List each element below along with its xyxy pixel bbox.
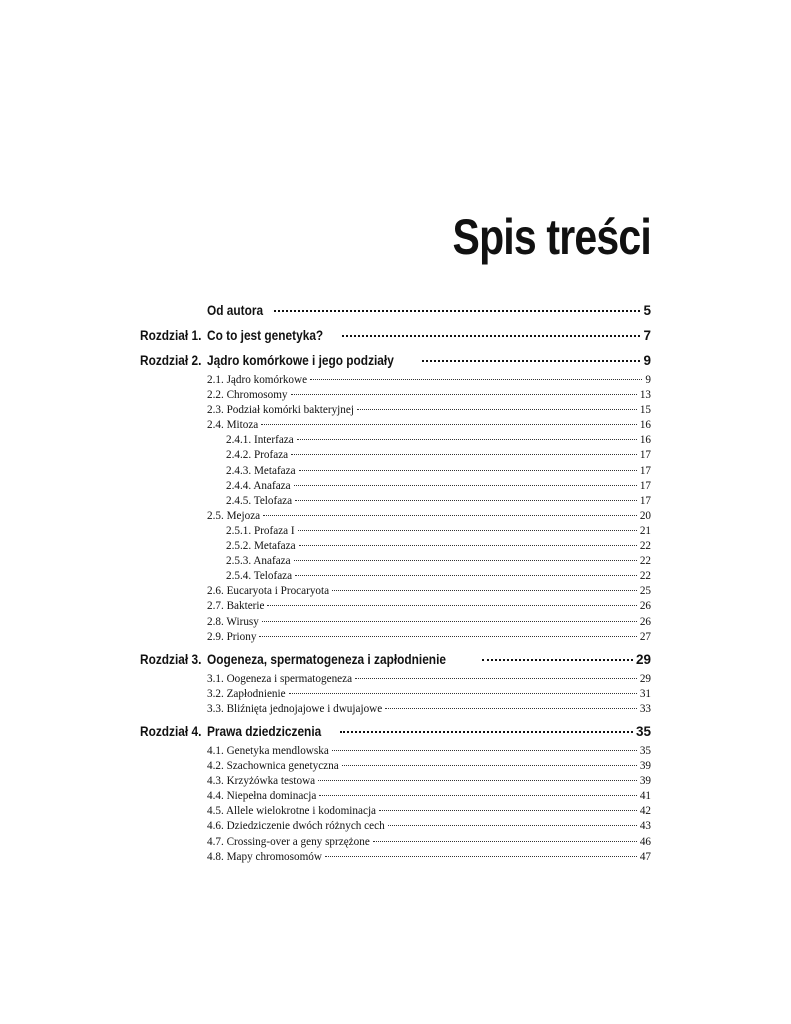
- toc-entry-title: 4.6. Dziedziczenie dwóch różnych cech: [207, 820, 385, 833]
- dot-leader: [355, 678, 637, 679]
- toc-entry-row[interactable]: [0, 464, 791, 479]
- toc-entry[interactable]: [207, 419, 651, 431]
- toc-entry-row[interactable]: [0, 584, 791, 599]
- page-number: 9: [643, 353, 651, 368]
- dot-leader: [295, 500, 637, 501]
- toc-entry-row[interactable]: [0, 524, 791, 539]
- toc-entry[interactable]: [207, 775, 651, 787]
- toc-entry-title: 2.5.4. Telofaza: [226, 570, 293, 583]
- toc-entry-row[interactable]: [0, 433, 791, 448]
- dot-leader: [373, 841, 637, 842]
- page-number: 17: [639, 464, 651, 477]
- toc-entry[interactable]: [207, 760, 651, 772]
- toc-chapter-row[interactable]: [0, 350, 791, 373]
- toc-entry-row[interactable]: [0, 418, 791, 433]
- toc-entry-row[interactable]: [0, 819, 791, 834]
- dot-leader: [332, 750, 637, 751]
- toc-entry-title: 2.4.3. Metafaza: [226, 464, 296, 477]
- page-number: 47: [639, 850, 651, 863]
- toc-entry-title: 2.1. Jądro komórkowe: [207, 374, 308, 386]
- dot-leader: [267, 605, 636, 606]
- page-number: 22: [639, 555, 651, 568]
- dot-leader: [297, 439, 637, 440]
- dot-leader: [263, 515, 637, 516]
- page-number: 31: [639, 687, 651, 700]
- toc-entry-row[interactable]: [0, 448, 791, 463]
- dot-leader: [318, 780, 637, 781]
- toc-entry-title: 2.5.1. Profaza I: [226, 524, 295, 537]
- dot-leader: [299, 545, 637, 546]
- dot-leader: [422, 360, 640, 362]
- toc-entry[interactable]: [207, 389, 651, 401]
- page-number: 26: [639, 615, 651, 628]
- toc-entry[interactable]: [226, 555, 651, 567]
- toc-entry[interactable]: [207, 805, 651, 817]
- toc-entry-title: 4.3. Krzyżówka testowa: [207, 775, 316, 788]
- dot-leader: [294, 560, 637, 561]
- toc-entry[interactable]: [207, 652, 651, 667]
- dot-leader: [332, 590, 637, 591]
- toc-entry[interactable]: [207, 404, 651, 416]
- toc-entry-title: 2.8. Wirusy: [207, 615, 259, 628]
- page-number: 46: [639, 835, 651, 848]
- toc-entry[interactable]: [226, 540, 651, 552]
- page-number: 7: [643, 328, 651, 343]
- page-number: 43: [639, 820, 651, 833]
- page-number: 17: [639, 479, 651, 492]
- toc-entry[interactable]: [207, 353, 651, 368]
- toc-entry-title: Prawa dziedziczenia: [207, 723, 322, 739]
- toc-entry[interactable]: [207, 673, 651, 685]
- chapter-label: Rozdział 4.: [140, 723, 202, 739]
- dot-leader: [261, 424, 637, 425]
- toc-entry-title: 4.5. Allele wielokrotne i kodominacja: [207, 805, 377, 818]
- table-of-contents: [0, 300, 791, 865]
- page-number: 17: [639, 449, 651, 462]
- dot-leader: [289, 693, 637, 694]
- toc-entry-title: 2.6. Eucaryota i Procaryota: [207, 585, 330, 598]
- toc-entry-row[interactable]: [0, 804, 791, 819]
- toc-entry[interactable]: [207, 328, 651, 343]
- page-number: 29: [635, 651, 651, 667]
- page-number: 13: [639, 389, 651, 402]
- page-number: 22: [639, 570, 651, 583]
- toc-entry[interactable]: [207, 585, 651, 597]
- dot-leader: [298, 530, 637, 531]
- toc-entry-row[interactable]: [0, 479, 791, 494]
- toc-entry-row[interactable]: [0, 630, 791, 645]
- toc-entry-row[interactable]: [0, 687, 791, 702]
- toc-entry[interactable]: [226, 570, 651, 582]
- page-number: 9: [645, 374, 651, 386]
- page-number: 15: [639, 404, 651, 417]
- page-number: 27: [639, 630, 651, 643]
- toc-entry-title: Oogeneza, spermatogeneza i zapłodnienie: [207, 651, 446, 667]
- toc-entry-row[interactable]: [0, 539, 791, 554]
- toc-entry-row[interactable]: [0, 850, 791, 865]
- page-number: 21: [639, 524, 651, 537]
- toc-entry-title: 2.4.5. Telofaza: [226, 494, 293, 507]
- toc-entry-row[interactable]: [0, 554, 791, 569]
- toc-entry-title: 4.8. Mapy chromosomów: [207, 850, 322, 863]
- dot-leader: [259, 636, 636, 637]
- page-number: 16: [639, 419, 651, 432]
- page-number: 42: [639, 805, 651, 818]
- toc-entry-row[interactable]: [0, 403, 791, 418]
- page-number: 5: [643, 303, 651, 318]
- toc-chapter-row[interactable]: [0, 325, 791, 348]
- page-number: 17: [639, 494, 651, 507]
- toc-entry[interactable]: [207, 820, 651, 832]
- toc-entry-title: 2.7. Bakterie: [207, 600, 265, 613]
- toc-entry-title: 2.9. Priony: [207, 630, 257, 643]
- toc-entry-title: 3.2. Zapłodnienie: [207, 687, 286, 700]
- dot-leader: [295, 575, 637, 576]
- toc-entry-row[interactable]: [0, 373, 791, 388]
- page-title: Spis treści: [452, 209, 651, 265]
- dot-leader: [291, 394, 637, 395]
- toc-entry-title: 4.7. Crossing-over a geny sprzężone: [207, 835, 370, 848]
- page-number: 39: [639, 775, 651, 788]
- page-number: 22: [639, 540, 651, 553]
- toc-entry[interactable]: [226, 495, 651, 507]
- toc-entry-row[interactable]: [0, 672, 791, 687]
- dot-leader: [262, 621, 637, 622]
- toc-entry-title: Co to jest genetyka?: [207, 328, 324, 343]
- dot-leader: [319, 795, 636, 796]
- dot-leader: [274, 310, 641, 312]
- toc-entry-row[interactable]: [0, 615, 791, 630]
- dot-leader: [482, 659, 633, 661]
- toc-entry[interactable]: [226, 525, 651, 537]
- toc-entry[interactable]: [226, 480, 651, 492]
- toc-entry-title: 4.1. Genetyka mendlowska: [207, 744, 329, 757]
- page-number: 26: [639, 600, 651, 613]
- toc-entry[interactable]: [207, 836, 651, 848]
- toc-entry[interactable]: [207, 724, 651, 739]
- toc-entry-row[interactable]: [0, 388, 791, 403]
- page-number: 29: [639, 672, 651, 685]
- toc-entry-title: 2.4.1. Interfaza: [226, 434, 294, 447]
- toc-entry[interactable]: [207, 303, 651, 318]
- page-number: 39: [639, 760, 651, 773]
- toc-entry-title: 2.4. Mitoza: [207, 419, 259, 432]
- dot-leader: [342, 335, 640, 337]
- toc-chapter-row[interactable]: [0, 300, 791, 323]
- toc-entry-row[interactable]: [0, 835, 791, 850]
- toc-entry-title: 3.1. Oogeneza i spermatogeneza: [207, 672, 353, 685]
- page-number: 16: [639, 434, 651, 447]
- toc-entry-row[interactable]: [0, 702, 791, 717]
- dot-leader: [379, 810, 637, 811]
- toc-entry-title: 2.2. Chromosomy: [207, 389, 288, 402]
- toc-entry-row[interactable]: [0, 599, 791, 614]
- toc-entry[interactable]: [207, 616, 651, 628]
- toc-entry[interactable]: [207, 790, 651, 802]
- toc-entry[interactable]: [207, 600, 651, 612]
- toc-entry[interactable]: [207, 745, 651, 757]
- dot-leader: [385, 708, 637, 709]
- toc-entry-row[interactable]: [0, 569, 791, 584]
- page-number: 20: [639, 509, 651, 522]
- toc-entry[interactable]: [207, 703, 651, 715]
- dot-leader: [388, 825, 637, 826]
- toc-entry-title: Od autora: [207, 303, 264, 318]
- toc-chapter-row[interactable]: [0, 721, 791, 744]
- toc-entry-row[interactable]: [0, 509, 791, 524]
- toc-entry[interactable]: [207, 374, 651, 386]
- toc-entry-row[interactable]: [0, 774, 791, 789]
- toc-entry-row[interactable]: [0, 744, 791, 759]
- toc-entry-row[interactable]: [0, 789, 791, 804]
- toc-entry[interactable]: [207, 510, 651, 522]
- chapter-label: Rozdział 2.: [140, 353, 202, 368]
- toc-entry[interactable]: [207, 631, 651, 643]
- toc-chapter-row[interactable]: [0, 649, 791, 672]
- toc-entry-title: 4.4. Niepełna dominacja: [207, 790, 317, 803]
- toc-entry[interactable]: [226, 449, 651, 461]
- page-number: 35: [639, 744, 651, 757]
- toc-entry-title: 3.3. Bliźnięta jednojajowe i dwujajowe: [207, 702, 383, 715]
- toc-entry-title: Jądro komórkowe i jego podziały: [207, 353, 394, 368]
- dot-leader: [340, 731, 633, 733]
- toc-entry-title: 2.4.2. Profaza: [226, 449, 289, 462]
- chapter-label: Rozdział 1.: [140, 328, 202, 343]
- toc-entry-title: 2.5.2. Metafaza: [226, 540, 296, 553]
- page-number: 35: [635, 723, 651, 739]
- chapter-label: Rozdział 3.: [140, 651, 202, 667]
- toc-entry[interactable]: [226, 465, 651, 477]
- toc-entry-title: 4.2. Szachownica genetyczna: [207, 760, 339, 773]
- page-number: 33: [639, 702, 651, 715]
- toc-entry[interactable]: [226, 434, 651, 446]
- toc-entry-title: 2.4.4. Anafaza: [226, 479, 291, 492]
- dot-leader: [299, 470, 637, 471]
- toc-entry[interactable]: [207, 851, 651, 863]
- toc-entry-title: 2.5. Mejoza: [207, 509, 261, 522]
- page-number: 25: [639, 585, 651, 598]
- toc-entry-row[interactable]: [0, 494, 791, 509]
- dot-leader: [325, 856, 637, 857]
- toc-entry-title: 2.5.3. Anafaza: [226, 555, 291, 568]
- page-number: 41: [639, 790, 651, 803]
- dot-leader: [291, 454, 637, 455]
- dot-leader: [294, 485, 637, 486]
- dot-leader: [310, 379, 642, 380]
- toc-entry[interactable]: [207, 688, 651, 700]
- toc-entry-row[interactable]: [0, 759, 791, 774]
- dot-leader: [342, 765, 637, 766]
- dot-leader: [357, 409, 637, 410]
- toc-entry-title: 2.3. Podział komórki bakteryjnej: [207, 404, 354, 417]
